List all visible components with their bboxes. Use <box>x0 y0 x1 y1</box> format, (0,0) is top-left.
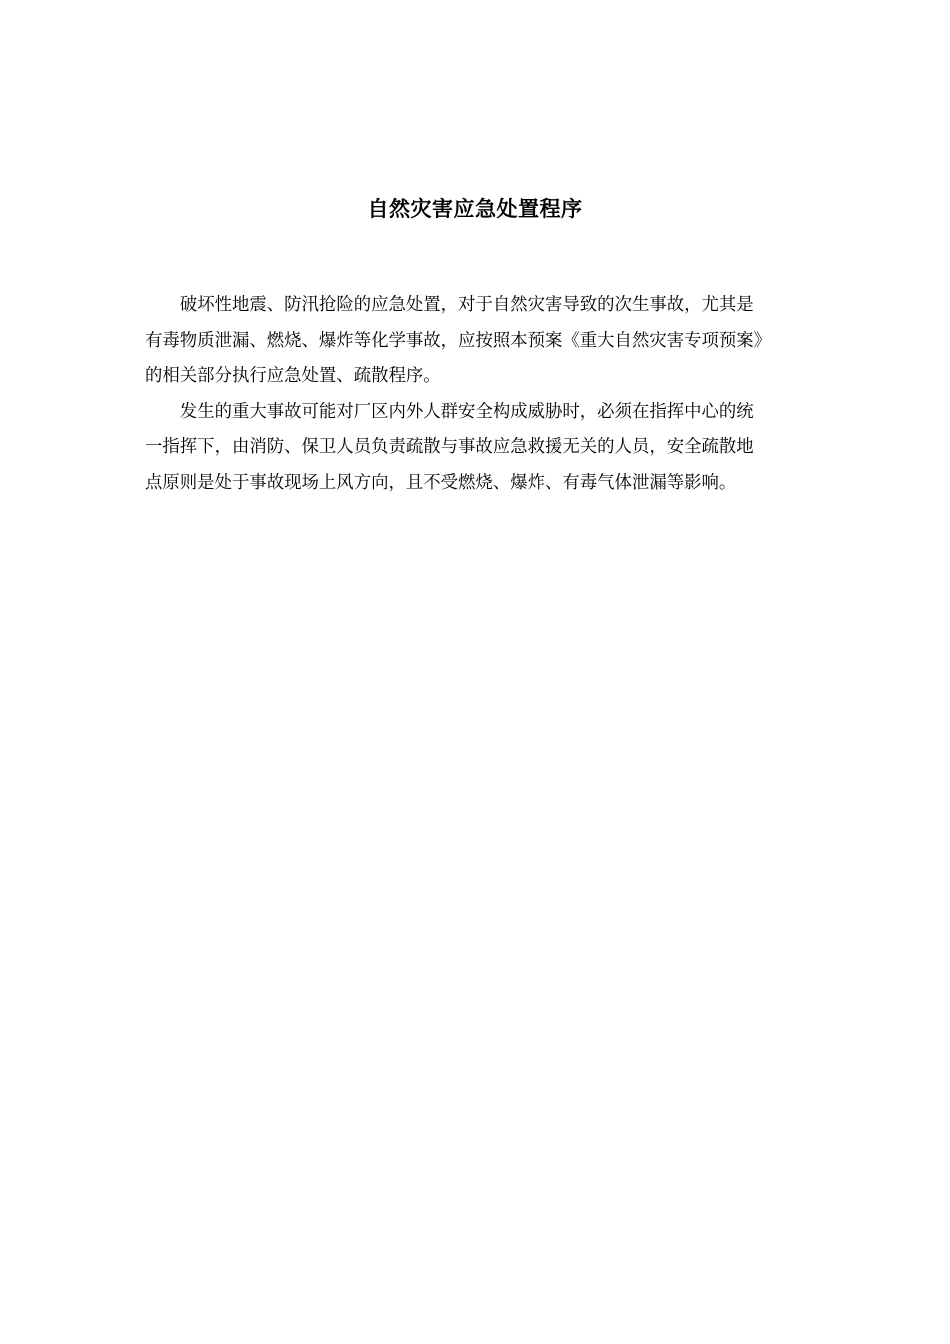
document-body <box>145 288 807 501</box>
paragraph-2-line-3: 点原则是处于事故现场上风方向，且不受燃烧、爆炸、有毒气体泄漏等影响。 <box>145 472 737 493</box>
paragraph-2-line-2: 一指挥下，由消防、保卫人员负责疏散与事故应急救援无关的人员，安全疏散地 <box>145 437 754 457</box>
paragraph-1-line-2: 有毒物质泄漏、燃烧、爆炸等化学事故，应按照本预案《重大自然灾害专项预案》 <box>145 330 772 351</box>
paragraph-1-line-3: 的相关部分执行应急处置、疏散程序。 <box>145 366 441 386</box>
paragraph-2-line-1: 发生的重大事故可能对厂区内外人群安全构成威胁时，必须在指挥中心的统 <box>179 401 754 422</box>
paragraph-2 <box>145 395 807 502</box>
paragraph-1-line-1: 破坏性地震、防汛抢险的应急处置，对于自然灾害导致的次生事故，尤其是 <box>179 295 754 315</box>
document-title: 自然灾害应急处置程序 <box>367 197 583 221</box>
paragraph-1 <box>145 288 807 395</box>
